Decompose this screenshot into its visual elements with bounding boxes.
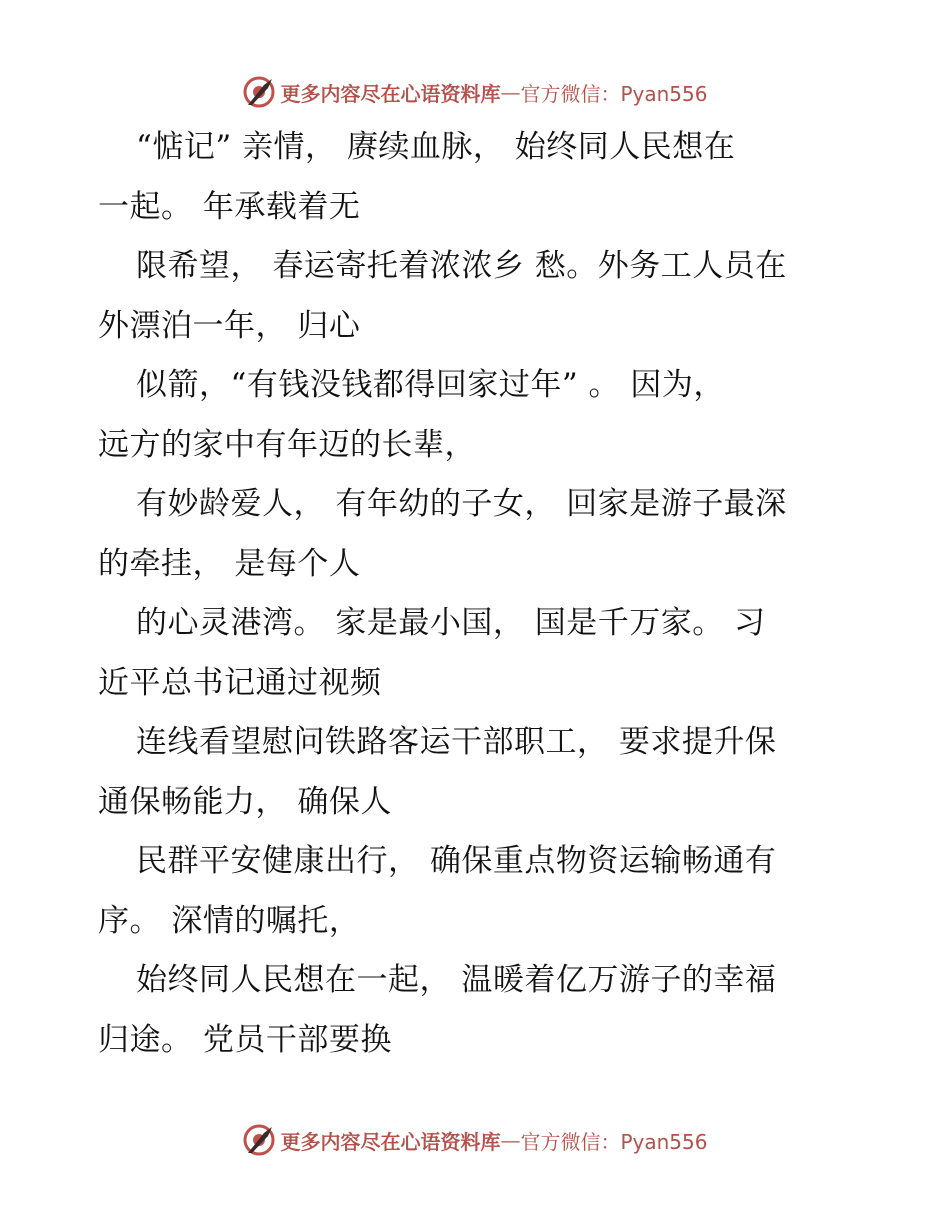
quill-logo-icon xyxy=(242,75,276,109)
body-line: 远方的家中有年迈的长辈， xyxy=(98,426,476,463)
body-line: 民群平安健康出行， 确保重点物资运输畅通有 xyxy=(136,843,777,879)
body-line: 始终同人民想在一起， 温暖着亿万游子的幸福 xyxy=(136,962,777,998)
header-banner xyxy=(0,72,950,112)
body-line: 序。 深情的嘱托， xyxy=(98,902,361,939)
body-line: 一起。 年承载着无 xyxy=(98,188,361,225)
body-line: 的心灵港湾。 家是最小国， 国是千万家。 习 xyxy=(136,605,766,641)
banner-wechat-text: 官方微信：Pyan556 xyxy=(520,81,708,106)
body-line: 外漂泊一年， 归心 xyxy=(98,307,361,344)
banner-site-text: 更多内容尽在心语资料库 xyxy=(280,81,501,106)
body-line: 的牵挂， 是每个人 xyxy=(98,545,361,582)
quill-logo-icon xyxy=(242,1123,276,1157)
banner-wechat-text: 官方微信：Pyan556 xyxy=(520,1129,708,1154)
banner-separator: — xyxy=(500,80,521,104)
body-line: 归途。 党员干部要换 xyxy=(98,1021,392,1058)
body-line: 似箭，“有钱没钱都得回家过年” 。 因为， xyxy=(136,367,725,403)
banner-site-text: 更多内容尽在心语资料库 xyxy=(280,1129,501,1154)
footer-banner xyxy=(0,1120,950,1160)
document-body xyxy=(98,118,858,1070)
body-line: 限希望， 春运寄托着浓浓乡 愁。外务工人员在 xyxy=(136,248,787,284)
body-line: 通保畅能力， 确保人 xyxy=(98,783,392,820)
banner-separator: — xyxy=(500,1128,521,1152)
body-line: 连线看望慰问铁路客运干部职工， 要求提升保 xyxy=(136,724,777,760)
body-line: “惦记” 亲情， 赓续血脉， 始终同人民想在 xyxy=(136,129,736,165)
body-line: 有妙龄爱人， 有年幼的子女， 回家是游子最深 xyxy=(136,486,787,522)
body-line: 近平总书记通过视频 xyxy=(98,664,382,701)
